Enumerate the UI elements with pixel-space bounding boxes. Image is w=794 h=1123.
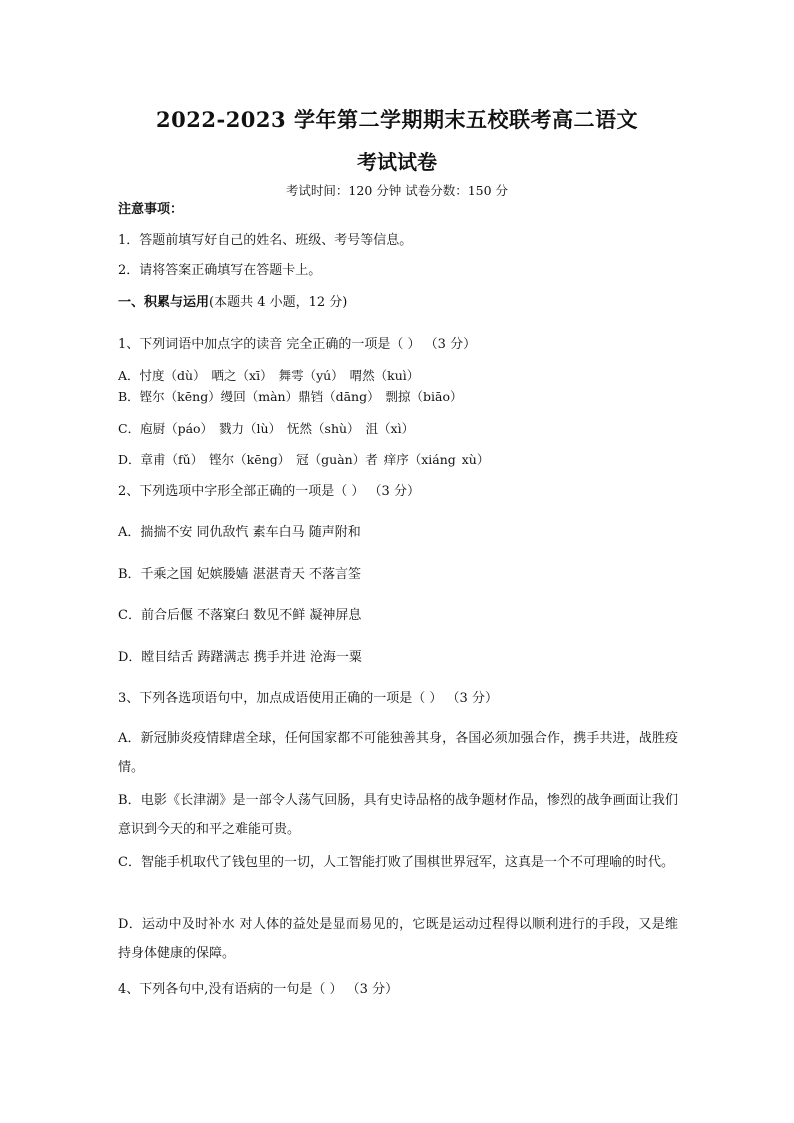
section-heading	[118, 294, 347, 312]
question-option: B．铿尔（kēng）缦回（màn）鼎铛（dāng） 剽掠（biāo）	[118, 389, 463, 404]
question-stem: 4、下列各句中,没有语病的一句是（ ） （3 分）	[118, 982, 399, 997]
question-option: B．千乘之国 妃嫔媵嫱 湛湛青天 不落言筌	[118, 567, 361, 582]
question-option: C．智能手机取代了钱包里的一切，人工智能打败了围棋世界冠军，这真是一个不可理喻的时代。	[118, 855, 674, 870]
notice-heading: 注意事项：	[118, 202, 184, 217]
question-option: D．运动中及时补水 对人体的益处是显而易见的，它既是运动过程得以顺利进行的手段，又是维持身体健康的保障。	[118, 917, 678, 961]
notice-item: 2．请将答案正确填写在答题卡上。	[118, 263, 322, 278]
question-option: A．忖度（dù） 哂之（xī） 舞雩（yú） 喟然（kuì）	[118, 368, 420, 383]
question-stem: 1、下列词语中加点字的读音 完全正确的一项是（ ） （3 分）	[118, 337, 477, 352]
question-option: B．电影《长津湖》是一部令人荡气回肠，具有史诗品格的战争题材作品，惨烈的战争画面让我们意识到今天的和平之难能可贵。	[118, 793, 678, 837]
question-option: D．瞠目结舌 踌躇满志 携手并进 沧海一粟	[118, 650, 362, 665]
exam-info: 考试时间：120 分钟 试卷分数：150 分	[285, 183, 509, 198]
question-option: C．庖厨（páo） 戮力（lù） 怃然（shù） 沮（xì）	[118, 421, 415, 436]
question-option: A．揣揣不安 同仇敌忾 素车白马 随声附和	[118, 525, 361, 540]
question-option: A．新冠肺炎疫情肆虐全球，任何国家都不可能独善其身，各国必须加强合作，携手共进，战胜疫情。	[118, 731, 678, 775]
question-option: D．章甫（fǔ） 铿尔（kēng） 冠（guàn）者 痒序（xiáng xù）	[118, 452, 490, 467]
question-stem: 2、下列选项中字形全部正确的一项是（ ） （3 分）	[118, 484, 420, 499]
question-option: C．前合后偃 不落窠臼 数见不鲜 凝神屏息	[118, 608, 362, 623]
section-title: 一、积累与运用	[118, 295, 210, 310]
section-note: (本题共 4 小题，12 分)	[209, 295, 348, 310]
notice-item: 1．答题前填写好自己的姓名、班级、考号等信息。	[118, 233, 413, 248]
exam-title: 2022-2023 学年第二学期期末五校联考高二语文	[156, 107, 638, 132]
exam-subtitle: 考试试卷	[357, 150, 437, 174]
question-stem: 3、下列各选项语句中，加点成语使用正确的一项是（ ） （3 分）	[118, 691, 498, 706]
